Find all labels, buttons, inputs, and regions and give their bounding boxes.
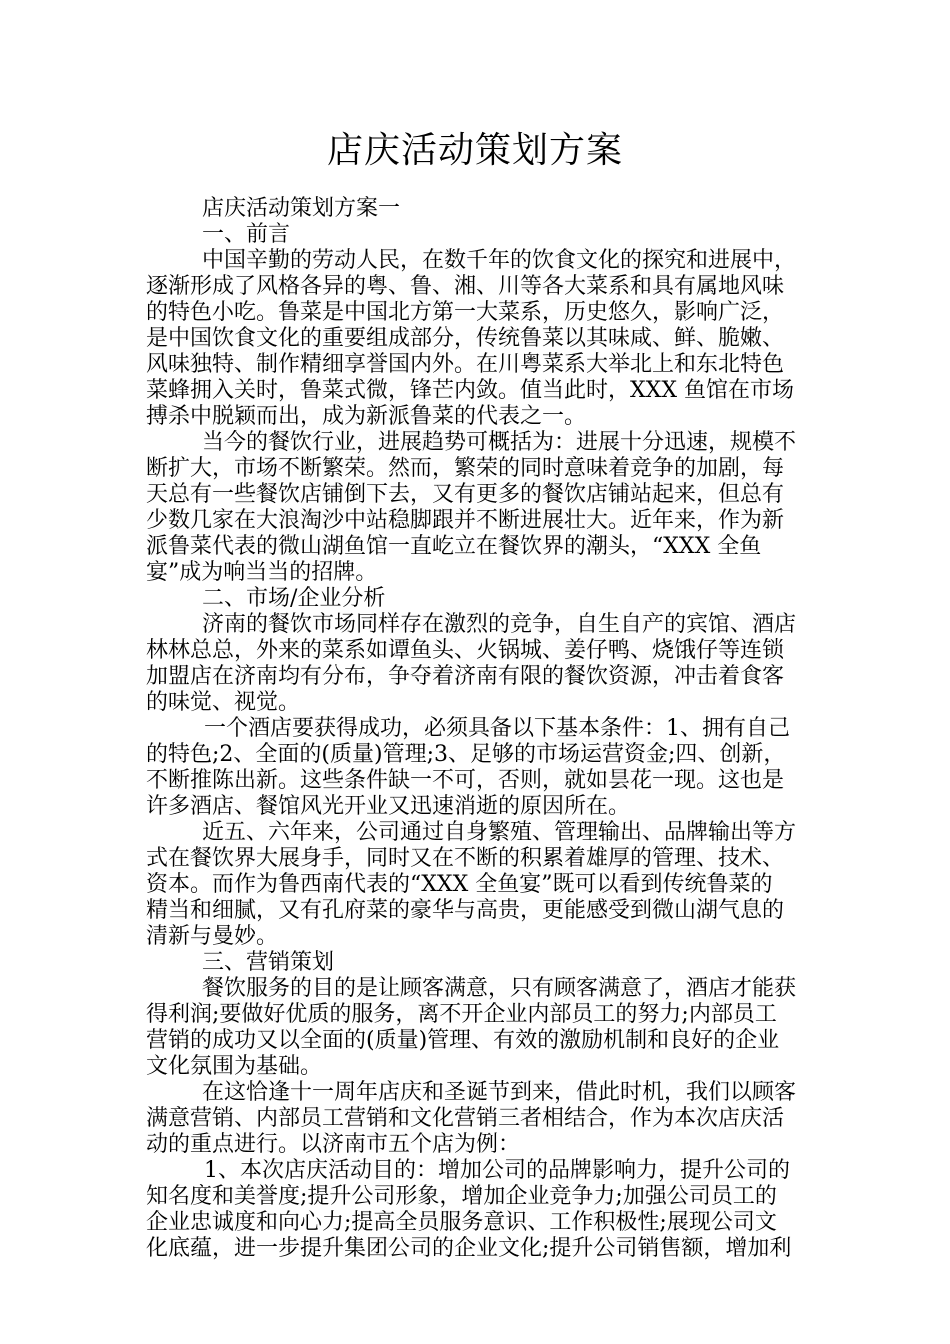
text-line: 满意营销、内部员工营销和文化营销三者相结合，作为本次店庆活 [146,1106,785,1131]
text-line: 宴”成为响当当的招牌。 [146,560,378,585]
text-line: 化底蕴，进一步提升集团公司的企业文化;提升公司销售额，增加利 [146,1236,792,1261]
text-line: 餐饮服务的目的是让顾客满意，只有顾客满意了，酒店才能获 [202,976,797,1001]
text-line: 断扩大，市场不断繁荣。然而，繁荣的同时意味着竞争的加剧，每 [146,456,785,481]
text-line: 的特色;2、全面的(质量)管理;3、足够的市场运营资金;四、创新， [146,742,786,767]
text-line: 的特色小吃。鲁菜是中国北方第一大菜系，历史悠久，影响广泛， [146,300,785,325]
text-line: 三、营销策划 [202,950,335,975]
text-line: 文化氛围为基础。 [146,1054,323,1079]
text-line: 是中国饮食文化的重要组成部分，传统鲁菜以其味咸、鲜、脆嫩、 [146,326,785,351]
text-line: 加盟店在济南均有分布，争夺着济南有限的餐饮资源，冲击着食客 [146,664,785,689]
text-line: 菜蜂拥入关时，鲁菜式微，锋芒内敛。值当此时，XXX 鱼馆在市场 [146,378,794,403]
text-line: 精当和细腻，又有孔府菜的豪华与高贵，更能感受到微山湖气息的 [146,898,785,923]
text-line: 不断推陈出新。这些条件缺一不可，否则，就如昙花一现。这也是 [146,768,785,793]
text-line: 知名度和美誉度;提升公司形象，增加企业竞争力;加强公司员工的 [146,1184,777,1209]
text-line: 风味独特、制作精细享誉国内外。在川粤菜系大举北上和东北特色 [146,352,785,377]
text-line: 二、市场/企业分析 [202,586,386,611]
text-line: 近五、六年来，公司通过自身繁殖、管理输出、品牌输出等方 [202,820,797,845]
text-line: 中国辛勤的劳动人民，在数千年的饮食文化的探究和进展中， [202,248,797,273]
text-line: 1、本次店庆活动目的：增加公司的品牌影响力，提升公司的 [204,1158,790,1183]
text-line: 动的重点进行。以济南市五个店为例： [146,1132,521,1157]
text-line: 得利润;要做好优质的服务，离不开企业内部员工的努力;内部员工 [146,1002,777,1027]
text-line: 天总有一些餐饮店铺倒下去，又有更多的餐饮店铺站起来，但总有 [146,482,785,507]
text-line: 营销的成功又以全面的(质量)管理、有效的激励机制和良好的企业 [146,1028,780,1053]
document-body [146,196,810,1262]
text-line: 搏杀中脱颖而出，成为新派鲁菜的代表之一。 [146,404,587,429]
text-line: 资本。而作为鲁西南代表的“XXX 全鱼宴”既可以看到传统鲁菜的 [146,872,773,897]
text-line: 当今的餐饮行业，进展趋势可概括为：进展十分迅速，规模不 [202,430,797,455]
text-line: 许多酒店、餐馆风光开业又迅速消逝的原因所在。 [146,794,631,819]
document-title: 店庆活动策划方案 [326,130,623,171]
text-line: 派鲁菜代表的微山湖鱼馆一直屹立在餐饮界的潮头，“XXX 全鱼 [146,534,762,559]
text-line: 一、前言 [202,222,291,247]
text-line: 式在餐饮界大展身手，同时又在不断的积累着雄厚的管理、技术、 [146,846,785,871]
text-line: 林林总总，外来的菜系如谭鱼头、火锅城、姜仔鸭、烧饿仔等连锁 [146,638,785,663]
text-line: 逐渐形成了风格各异的粤、鲁、湘、川等各大菜系和具有属地风味 [146,274,785,299]
text-line: 济南的餐饮市场同样存在激烈的竞争，自生自产的宾馆、酒店 [202,612,797,637]
text-line: 少数几家在大浪淘沙中站稳脚跟并不断进展壮大。近年来，作为新 [146,508,785,533]
text-line: 清新与曼妙。 [146,924,279,949]
text-line: 在这恰逢十一周年店庆和圣诞节到来，借此时机，我们以顾客 [202,1080,797,1105]
text-line: 店庆活动策划方案一 [202,196,401,221]
text-line: 企业忠诚度和向心力;提高全员服务意识、工作积极性;展现公司文 [146,1210,777,1235]
text-line: 的味觉、视觉。 [146,690,301,715]
text-line: 一个酒店要获得成功，必须具备以下基本条件：1、拥有自己 [204,716,790,741]
